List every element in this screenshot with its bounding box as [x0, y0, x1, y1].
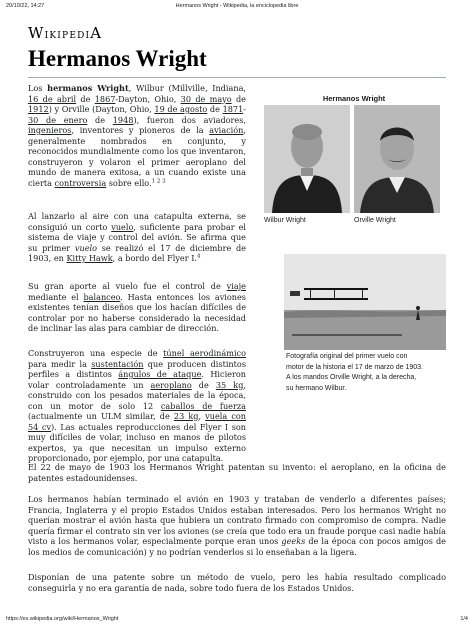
link-ingenieros[interactable]: ingenieros	[28, 125, 72, 135]
paragraph-first-flight: Al lanzarlo al aire con una catapulta externa, se consiguió un corto vuelo, suficiente para probar el sistema de viaje y control del avión. Se afirma que su primer vuelo se realizó el 17 de diciembre de 1903, en Kitty Hawk, a bordo del Flyer I.$^4$	[28, 211, 246, 263]
print-tab-title: Hermanos Wright - Wikipedia, la enciclopedia libre	[175, 3, 299, 9]
link-year[interactable]: 1912	[28, 104, 49, 114]
link-date[interactable]: 30 de enero	[28, 114, 88, 125]
wikipedia-logo[interactable]: WikipediA	[28, 24, 103, 42]
infobox-caption: Hermanos Wright	[322, 94, 386, 103]
link-viaje[interactable]: viaje	[226, 281, 246, 291]
link-year[interactable]: 1871	[222, 104, 244, 114]
print-footer	[6, 616, 468, 626]
paragraph-intro: Los hermanos Wright, Wilbur (Millville, Indiana, 16 de abril de 1867-Dayton, Ohio, 30 de mayo de 1912) y Orville (Dayton, Ohio, 19 de agosto de 1871-30 de enero de 1948), fueron dos aviadores, ingenieros, inventores y pioneros de la aviación, generalmente nombrados en conjunto, y reconocidos mundialmente como los que inventaron, construyeron y volaron el primer aeroplano del mundo de manera exitosa, a un cuando existe una cierta controversia sobre ello.$^{1 2 3}$	[28, 83, 246, 188]
link-54cv[interactable]: vuela con 54 cv	[28, 411, 246, 432]
link-sustentacion[interactable]: sustentación	[91, 358, 144, 369]
link-tunel-aerodinamico[interactable]: túnel aerodinámico	[163, 348, 246, 358]
first-flight-photo[interactable]	[284, 254, 446, 350]
link-angulos-de-ataque[interactable]: ángulos de ataque	[118, 369, 202, 379]
title-divider	[28, 77, 446, 78]
link-date[interactable]: 30 de mayo	[180, 93, 232, 104]
link-controversia[interactable]: controversia	[54, 177, 107, 188]
reference-link[interactable]: 4	[197, 253, 201, 260]
paragraph-patent-method: Disponían de una patente sobre un método de vuelo, pero les había resultado complicado conseguirla y no era garantía de nada, sobre todo fuera de los Estados Unidos.	[28, 572, 446, 593]
link-year[interactable]: 1948	[112, 114, 134, 125]
portrait-wilbur[interactable]	[264, 105, 350, 213]
paragraph-patent: El 22 de mayo de 1903 los Hermanos Wright patentan su invento: el aeroplano, en la oficina de patentes estadounidenses.	[28, 462, 446, 483]
link-date[interactable]: 19 de agosto	[154, 104, 208, 114]
portrait-orville[interactable]	[354, 105, 440, 213]
reference-links[interactable]: 1 2 3	[151, 177, 166, 184]
print-datetime: 20/10/22, 14:27	[6, 3, 45, 9]
name-wilbur[interactable]: Wilbur Wright	[264, 217, 306, 224]
link-vuelo[interactable]: vuelo	[111, 221, 134, 232]
page-title: Hermanos Wright	[28, 46, 207, 71]
link-year[interactable]: 1867	[94, 93, 116, 104]
infobox	[262, 92, 446, 234]
link-23kg[interactable]: 23 kg	[173, 411, 199, 421]
name-orville[interactable]: Orville Wright	[354, 217, 396, 224]
paragraph-sales: Los hermanos habían terminado el avión en 1903 y trataban de venderlo a diferentes países; Francia, Inglaterra y el propio Estados Unidos estaban interesados. Pero los hermanos Wright no querían mostrar el avión hasta que hubiera un contrato firmado con compromiso de compra. Nadie quería firmar el contrato sin ver los aviones (se creía que todo era un fraude porque casi nadie había visto a los hermanos volar, especialmente porque eran unos geeks de la época con pocos amigos de los medios de comunicación) y no podrían venderlos si lo enseñaban a la ligera.	[28, 494, 446, 557]
link-caballos-de-fuerza[interactable]: caballos de fuerza	[160, 400, 246, 411]
print-header	[6, 3, 468, 13]
flight-photo-caption: Fotografía original del primer vuelo con motor de la historia el 17 de marzo de 1903. A los mandos Orville Wright, a la derecha, su hermano Wilbur.	[286, 353, 423, 392]
print-url: https://es.wikipedia.org/wiki/Hermanos_Wright	[6, 616, 119, 622]
paragraph-wind-tunnel: Construyeron una especie de túnel aerodinámico para medir la sustentación que producen distintos perfiles a distintos ángulos de ataque. Hicieron volar controladamente un aeroplano de 35 kg, construido con los pesados materiales de la época, con un motor de solo 12 caballos de fuerza (actualmente un ULM similar, de 23 kg, vuela con 54 cv). Las actuales reproducciones del Flyer I son muy difíciles de volar, incluso en manos de pilotos expertos, ya que necesitan un impulso externo proporcionado, por ejemplo, por una catapulta.	[28, 348, 247, 463]
link-aeroplano[interactable]: aeroplano	[150, 379, 192, 390]
bold-subject: hermanos Wright	[47, 83, 129, 93]
link-balanceo[interactable]: balanceo	[83, 291, 121, 302]
wikipedia-logo-text: ikipedi	[44, 27, 91, 42]
link-aviacion[interactable]: aviación	[209, 125, 244, 135]
print-page-number: 1/4	[460, 616, 468, 622]
paragraph-control: Su gran aporte al vuelo fue el control de viaje mediante el balanceo. Hasta entonces los aviones existentes tenían diseños que los hacían difíciles de controlar por no haberse considerado la necesidad de inclinar las alas para cambiar de dirección.	[28, 281, 246, 333]
link-date[interactable]: 16 de abril	[28, 93, 77, 104]
link-kitty-hawk[interactable]: Kitty Hawk	[66, 253, 113, 263]
link-35kg[interactable]: 35 kg	[215, 379, 244, 390]
